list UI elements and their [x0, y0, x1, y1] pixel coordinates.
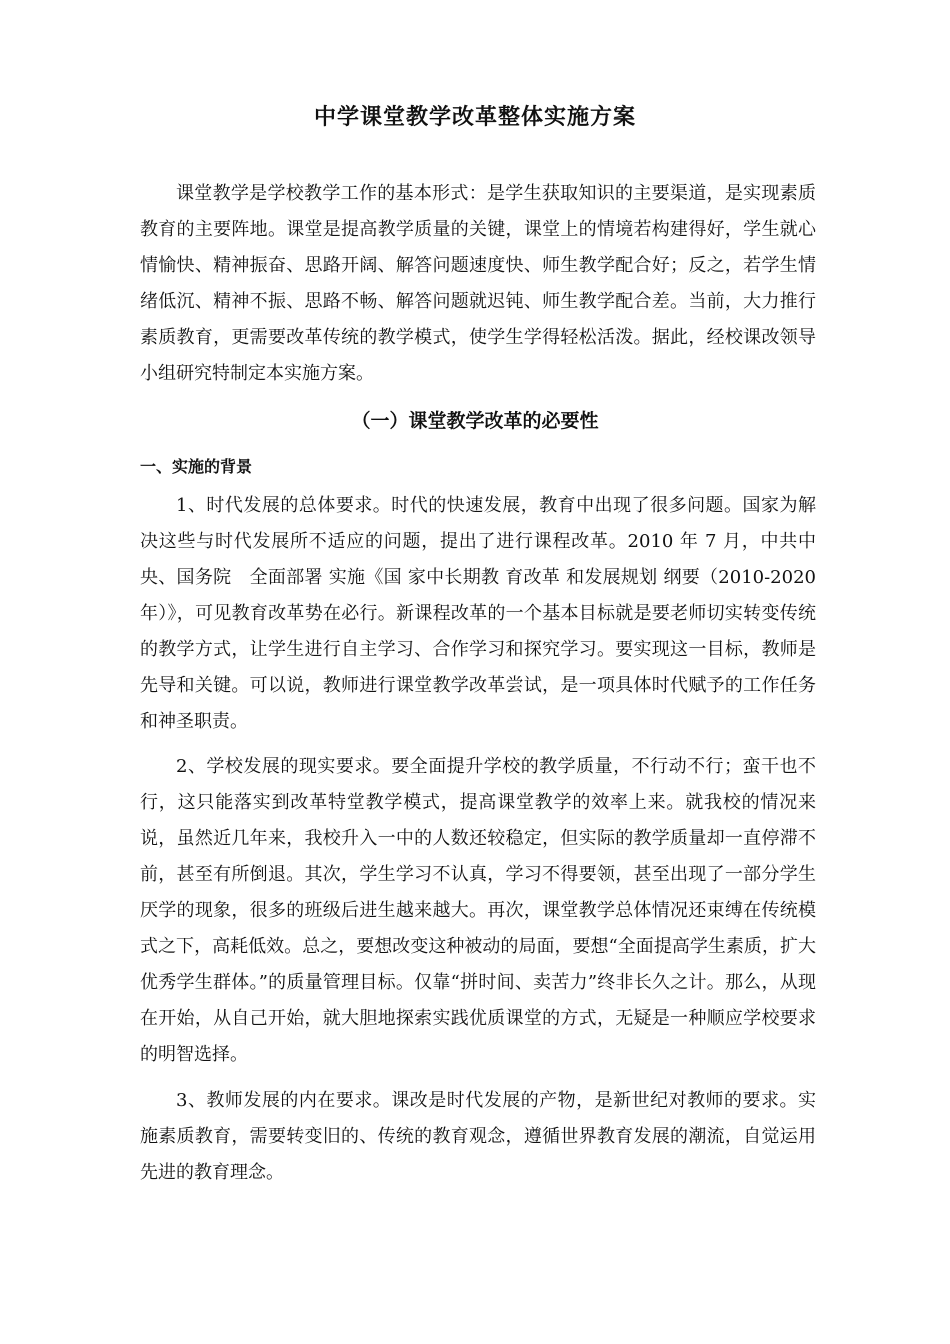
- paragraph-2: 2、学校发展的现实要求。要全面提升学校的教学质量，不行动不行；蛮干也不行，这只能落实到改革特堂教学模式，提高课堂教学的效率上来。就我校的情况来说，虽然近几年来，我校升入一中的人数还较稳定，但实际的教学质量却一直停滞不前，甚至有所倒退。其次，学生学习不认真，学习不得要领，甚至出现了一部分学生厌学的现象，很多的班级后进生越来越大。再次，课堂教学总体情况还束缚在传统模式之下，高耗低效。总之，要想改变这种被动的局面，要想“全面提高学生素质，扩大优秀学生群体。”的质量管理目标。仅靠“拼时间、卖苦力”终非长久之计。那么，从现在开始，从自己开始，就大胆地探索实践优质课堂的方式，无疑是一种顺应学校要求的明智选择。: [140, 756, 816, 1065]
- paragraph-1: 1、时代发展的总体要求。时代的快速发展，教育中出现了很多问题。国家为解决这些与时代发展所不适应的问题，提出了进行课程改革。2010 年 7 月，中共中央、国务院 全面部署 实施《国 家中长期教 育改革 和发展规划 纲要（2010-2020 年）》，可见教育改革势在必行。新课程改革的一个基本目标就是要老师切实转变传统的教学方式，让学生进行自主学习、合作学习和探究学习。要实现这一目标，教师是先导和关键。可以说，教师进行课堂教学改革尝试，是一项具体时代赋予的工作任务和神圣职责。: [140, 495, 816, 732]
- paragraph-3: 3、教师发展的内在要求。课改是时代发展的产物，是新世纪对教师的要求。实施素质教育，需要转变旧的、传统的教育观念，遵循世界教育发展的潮流，自觉运用先进的教育理念。: [140, 1090, 816, 1183]
- sub-heading: 一、实施的背景: [140, 457, 253, 476]
- section-heading: （一）课堂教学改革的必要性: [351, 410, 599, 432]
- document-title: 中学课堂教学改革整体实施方案: [313, 105, 636, 130]
- intro-paragraph: 课堂教学是学校教学工作的基本形式：是学生获取知识的主要渠道，是实现素质教育的主要阵地。课堂是提高教学质量的关键，课堂上的情境若构建得好，学生就心情愉快、精神振奋、思路开阔、解答问题速度快、师生教学配合好；反之，若学生情绪低沉、精神不振、思路不畅、解答问题就迟钝、师生教学配合差。当前，大力推行素质教育，更需要改革传统的教学模式，使学生学得轻松活泼。据此，经校课改领导小组研究特制定本实施方案。: [140, 183, 816, 384]
